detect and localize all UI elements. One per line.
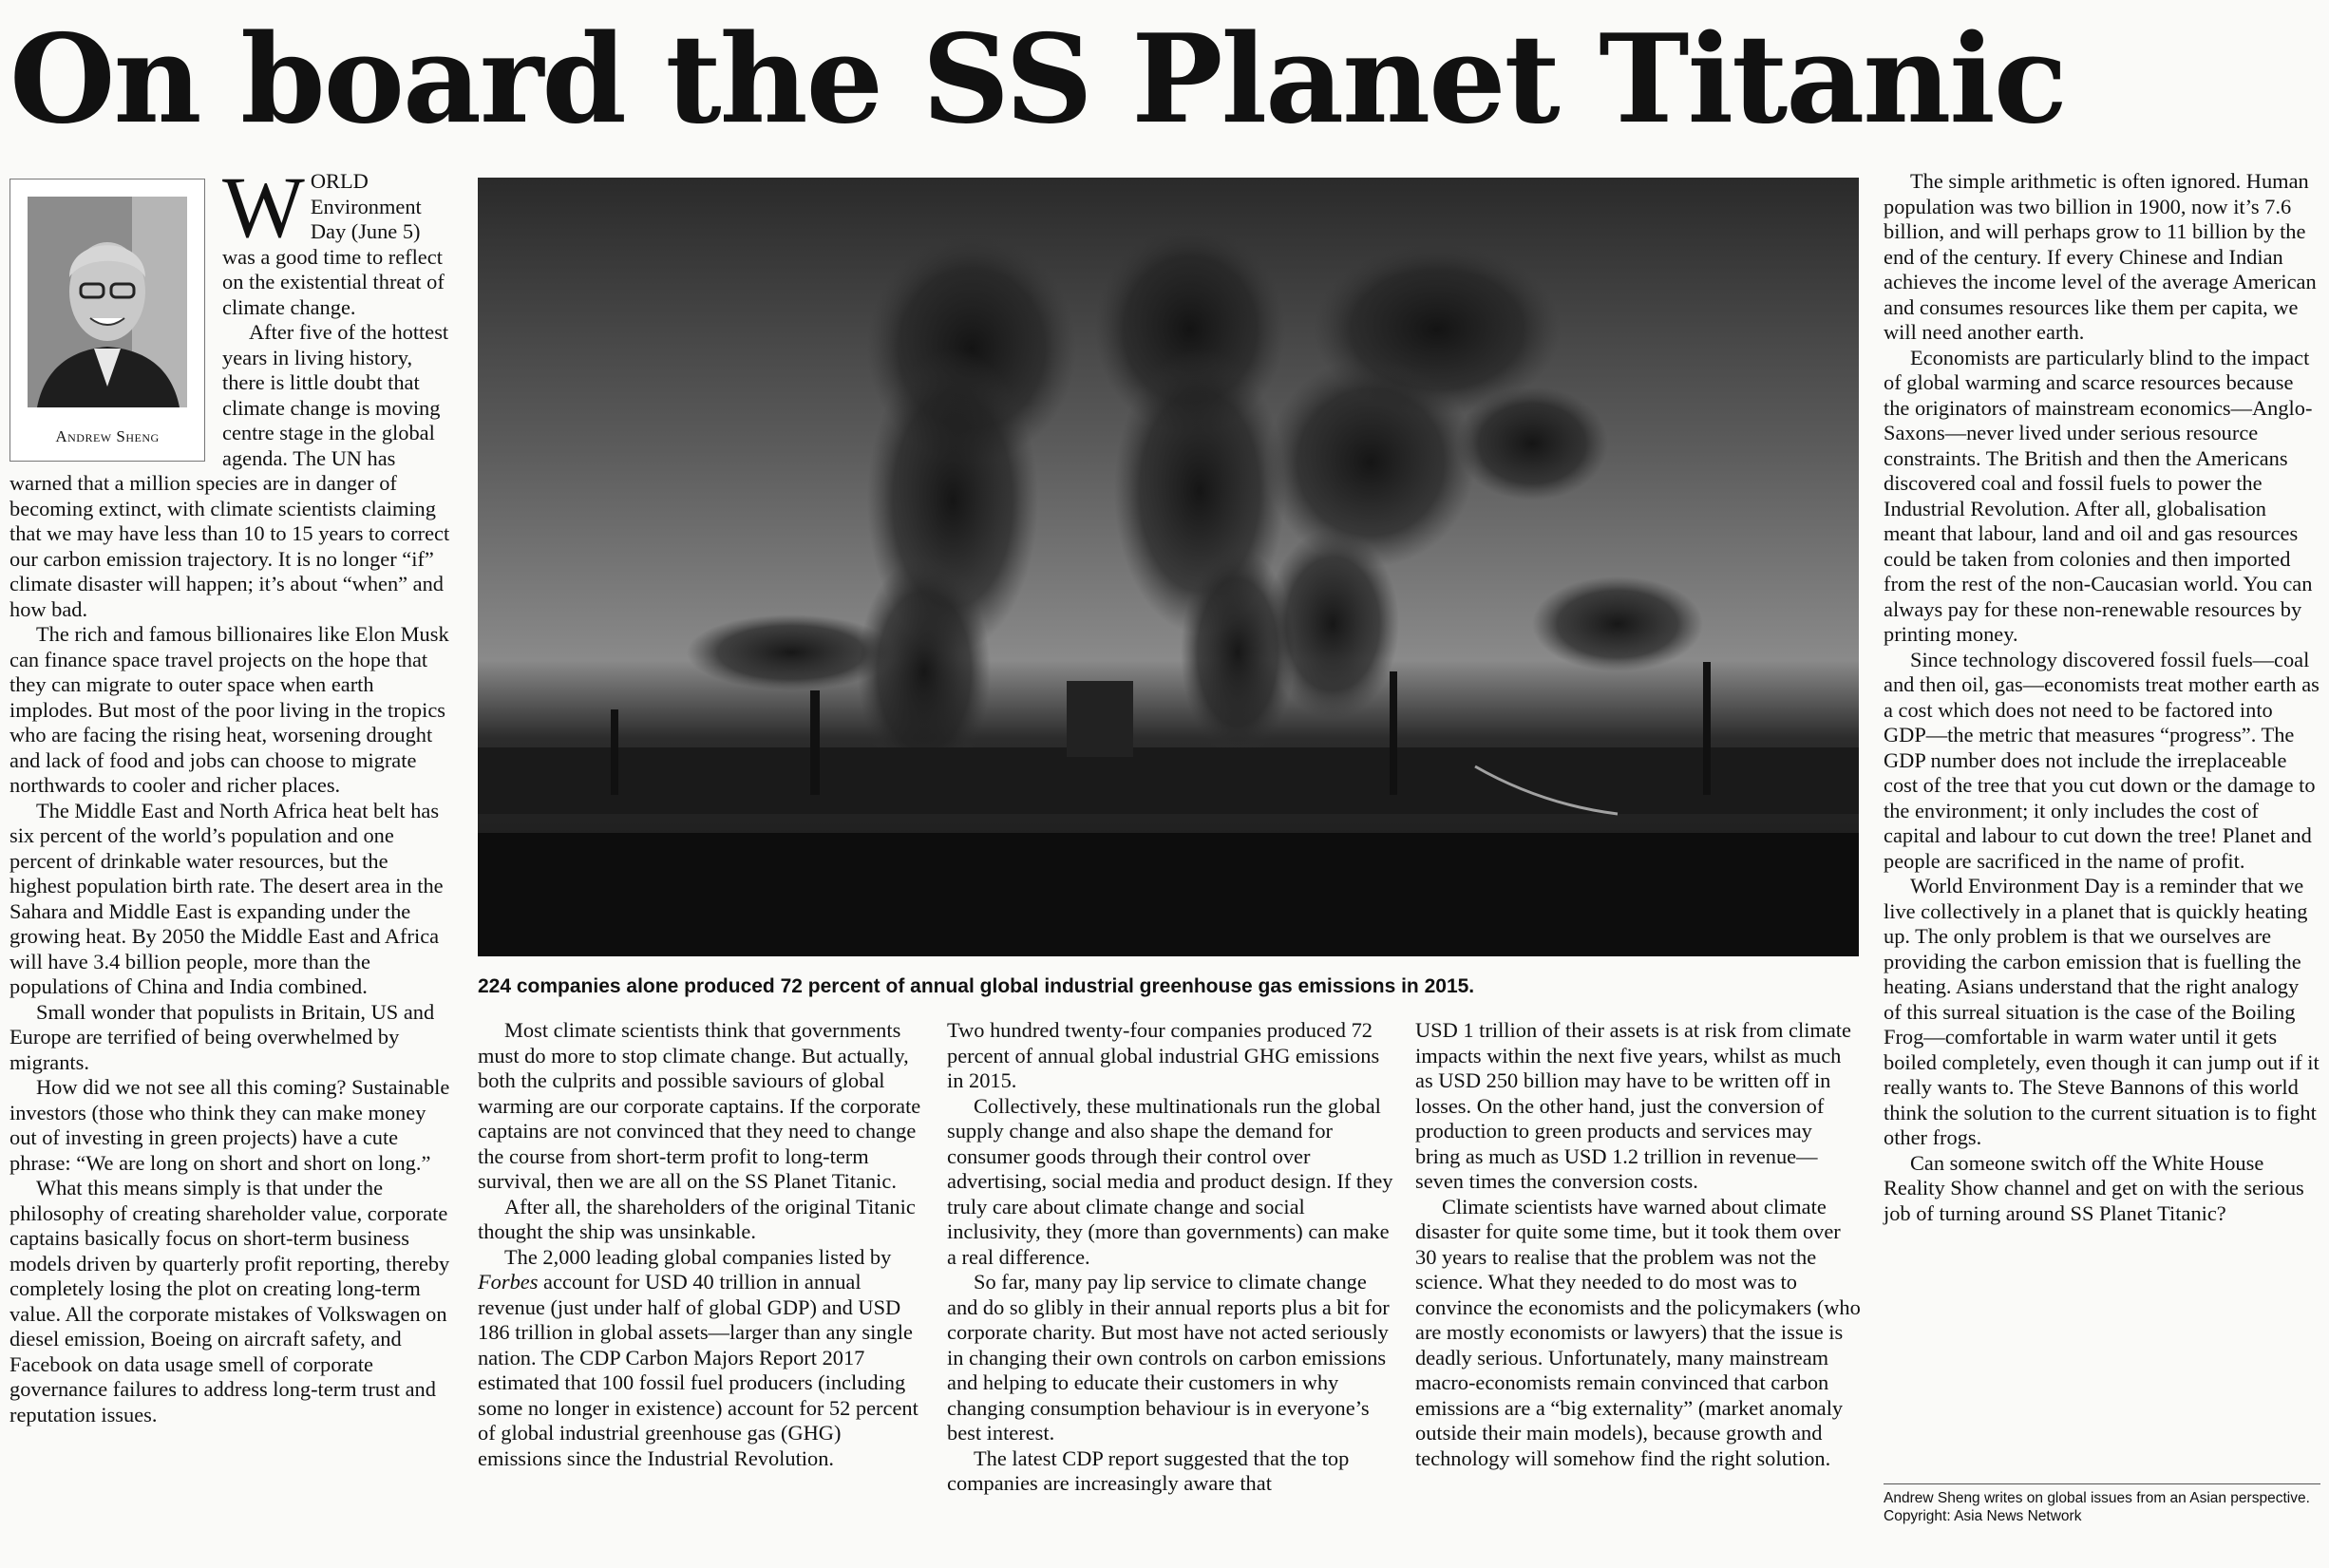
article-column-4 <box>1415 1018 1862 1471</box>
paragraph: The latest CDP report suggested that the top companies are increasingly aware that <box>947 1445 1350 1495</box>
text-run: The 2,000 leading global companies listed by <box>504 1244 892 1269</box>
article-column-2 <box>478 1018 924 1471</box>
drop-cap: W <box>222 159 305 255</box>
paragraph: After all, the shareholders of the original Titanic thought the ship was unsinkable. <box>478 1194 916 1243</box>
paragraph: Small wonder that populists in Britain, US and Europe are terrified of being overwhelmed by migrants. <box>9 999 435 1074</box>
author-name-caption: Andrew Sheng <box>55 426 160 445</box>
text-run: account for USD 40 trillion in annual revenue (just under half of global GDP) and USD 186 trillion in global assets—larger than any single nation. The CDP Carbon Majors Report 2017 estimated that 100 fossil fuel producers (including some no longer in existence) account for 52 percent of global industrial greenhouse gas (GHG) emissions since the Industrial Revolution. <box>478 1270 918 1470</box>
paragraph: The rich and famous billionaires like Elon Musk can finance space travel projects on the hope that they can migrate to outer space when earth implodes. But most of the poor living in the tropics who are facing the rising heat, worsening drought and lack of food and jobs can choose to migrate northwards to cooler and richer places. <box>9 622 449 797</box>
paragraph: What this means simply is that under the philosophy of creating shareholder value, corporate captains basically focus on short-term business models driven by quarterly profit reporting, thereby completely losing the plot on creating long-term value. All the corporate mistakes of Volkswagen on diesel emission, Boeing on aircraft safety, and Facebook on data usage smell of corporate governance failures to address long-term trust and reputation issues. <box>9 1176 450 1426</box>
paragraph: Can someone switch off the White House Reality Show channel and get on with the serious job of turning around SS Planet Titanic? <box>1884 1150 2304 1225</box>
author-portrait <box>9 179 205 462</box>
paragraph: Since technology discovered fossil fuels—coal and then oil, gas—economists treat mother earth as a cost which does not need to be factored into GDP—the metric that measures “progress”. The GDP number does not include the irreplaceable cost of the tree that you cut down or the damage to the environment; it only includes the cost of capital and labour to cut down the tree! Planet and people are sacrificed in the name of profit. <box>1884 647 2320 873</box>
paragraph: The simple arithmetic is often ignored. Human population was two billion in 1900, now it’s 7.6 billion, and will perhaps grow to 11 billion by the end of the century. If every Chinese and Indian achieves the income level of the average American and consumes resources like them per capita, we will need another earth. <box>1884 169 2317 344</box>
paragraph: ORLD Environment Day (June 5) was a good time to reflect on the existential threat of climate change. <box>222 169 445 319</box>
paragraph: After five of the hottest years in living history, there is little doubt that climate change is moving centre stage in the global agenda. The UN has warned that a million species are in danger of becoming extinct, with climate scientists claiming that we may have less than 10 to 15 years to correct our carbon emission trajectory. It is no longer “if” climate disaster will happen; it’s about “when” and how bad. <box>9 320 450 621</box>
paragraph: Economists are particularly blind to the impact of global warming and scarce resources because the originators of mainstream economics—Anglo-Saxons—never lived under serious resource constraints. The British and then the Americans discovered coal and fossil fuels to power the Industrial Revolution. After all, globalisation meant that labour, land and oil and gas resources could be taken from colonies and then imported from the rest of the non-Caucasian world. You can always pay for these non-renewable resources by printing money. <box>1884 345 2313 646</box>
author-byline <box>1884 1489 2320 1525</box>
forbes-italic: Forbes <box>478 1270 539 1294</box>
paragraph: Collectively, these multinationals run the global supply change and also shape the demand for consumer goods through their control over advertising, social media and product design. If they truly care about climate change and social inclusivity, they (more than governments) can make a real difference. <box>947 1093 1393 1269</box>
article-column-1 <box>9 159 451 1427</box>
paragraph: So far, many pay lip service to climate change and do so glibly in their annual reports plus a bit for corporate charity. But most have not acted seriously in changing their own controls on carbon emissions and helping to educate their customers in why changing consumption behaviour is in everyone’s best interest. <box>947 1270 1390 1445</box>
paragraph: Climate scientists have warned about climate disaster for quite some time, but it took them over 30 years to realise that the problem was not the science. What they needed to do most was to convince the economists and the policymakers (who are mostly economists or lawyers) that the issue is deadly serious. Unfortunately, many mainstream macro-economists remain convinced that carbon emissions are a “big externality” (market anomaly outside their main models), because growth and technology will somehow find the right solution. <box>1415 1194 1861 1470</box>
copyright-line: Copyright: Asia News Network <box>1884 1508 2082 1524</box>
author-photo <box>28 197 187 407</box>
photo-caption: 224 companies alone produced 72 percent of annual global industrial greenhouse gas emissions in 2015. <box>478 975 1475 997</box>
paragraph: USD 1 trillion of their assets is at risk from climate impacts within the next five years, whilst as much as USD 250 billion may have to be written off in losses. On the other hand, just the conversion of production to green products and services may bring as much as USD 1.2 trillion in revenue—seven times the conversion costs. <box>1415 1018 1851 1193</box>
article-column-3 <box>947 1018 1393 1497</box>
paragraph: Two hundred twenty-four companies produced 72 percent of annual global industrial GHG emissions in 2015. <box>947 1018 1380 1092</box>
paragraph: Most climate scientists think that governments must do more to stop climate change. But actually, both the culprits and possible saviours of global warming are our corporate captains. If the corporate captains are not convinced that they need to change the course from short-term profit to long-term survival, then we are all on the SS Planet Titanic. <box>478 1018 921 1193</box>
headline: On board the SS Planet Titanic <box>9 9 2066 151</box>
byline-line: Andrew Sheng writes on global issues from an Asian perspective. <box>1884 1490 2310 1506</box>
article-column-5 <box>1884 169 2320 1226</box>
paragraph <box>478 1245 924 1472</box>
industrial-smoke-photo <box>478 178 1859 956</box>
paragraph: World Environment Day is a reminder that we live collectively in a planet that is quickly heating up. The only problem is that we ourselves are providing the carbon emission that is fuelling the heating. Asians understand that the right analogy of this surreal situation is the case of the Boiling Frog—comfortable in warm water until it gets boiled completely, even though it can jump out if it really wants to. The Steve Bannons of this world think the solution to the current situation is to fight other frogs. <box>1884 874 2320 1149</box>
byline-divider <box>1884 1483 2320 1484</box>
paragraph: How did we not see all this coming? Sustainable investors (those who think they can make money out of investing in green projects) have a cute phrase: “We are long on short and short on long.” <box>9 1075 450 1175</box>
paragraph: The Middle East and North Africa heat belt has six percent of the world’s population and one percent of drinkable water resources, but the highest population birth rate. The desert area in the Sahara and Middle East is expanding under the growing heat. By 2050 the Middle East and Africa will have 3.4 billion people, more than the populations of China and India combined. <box>9 798 444 998</box>
